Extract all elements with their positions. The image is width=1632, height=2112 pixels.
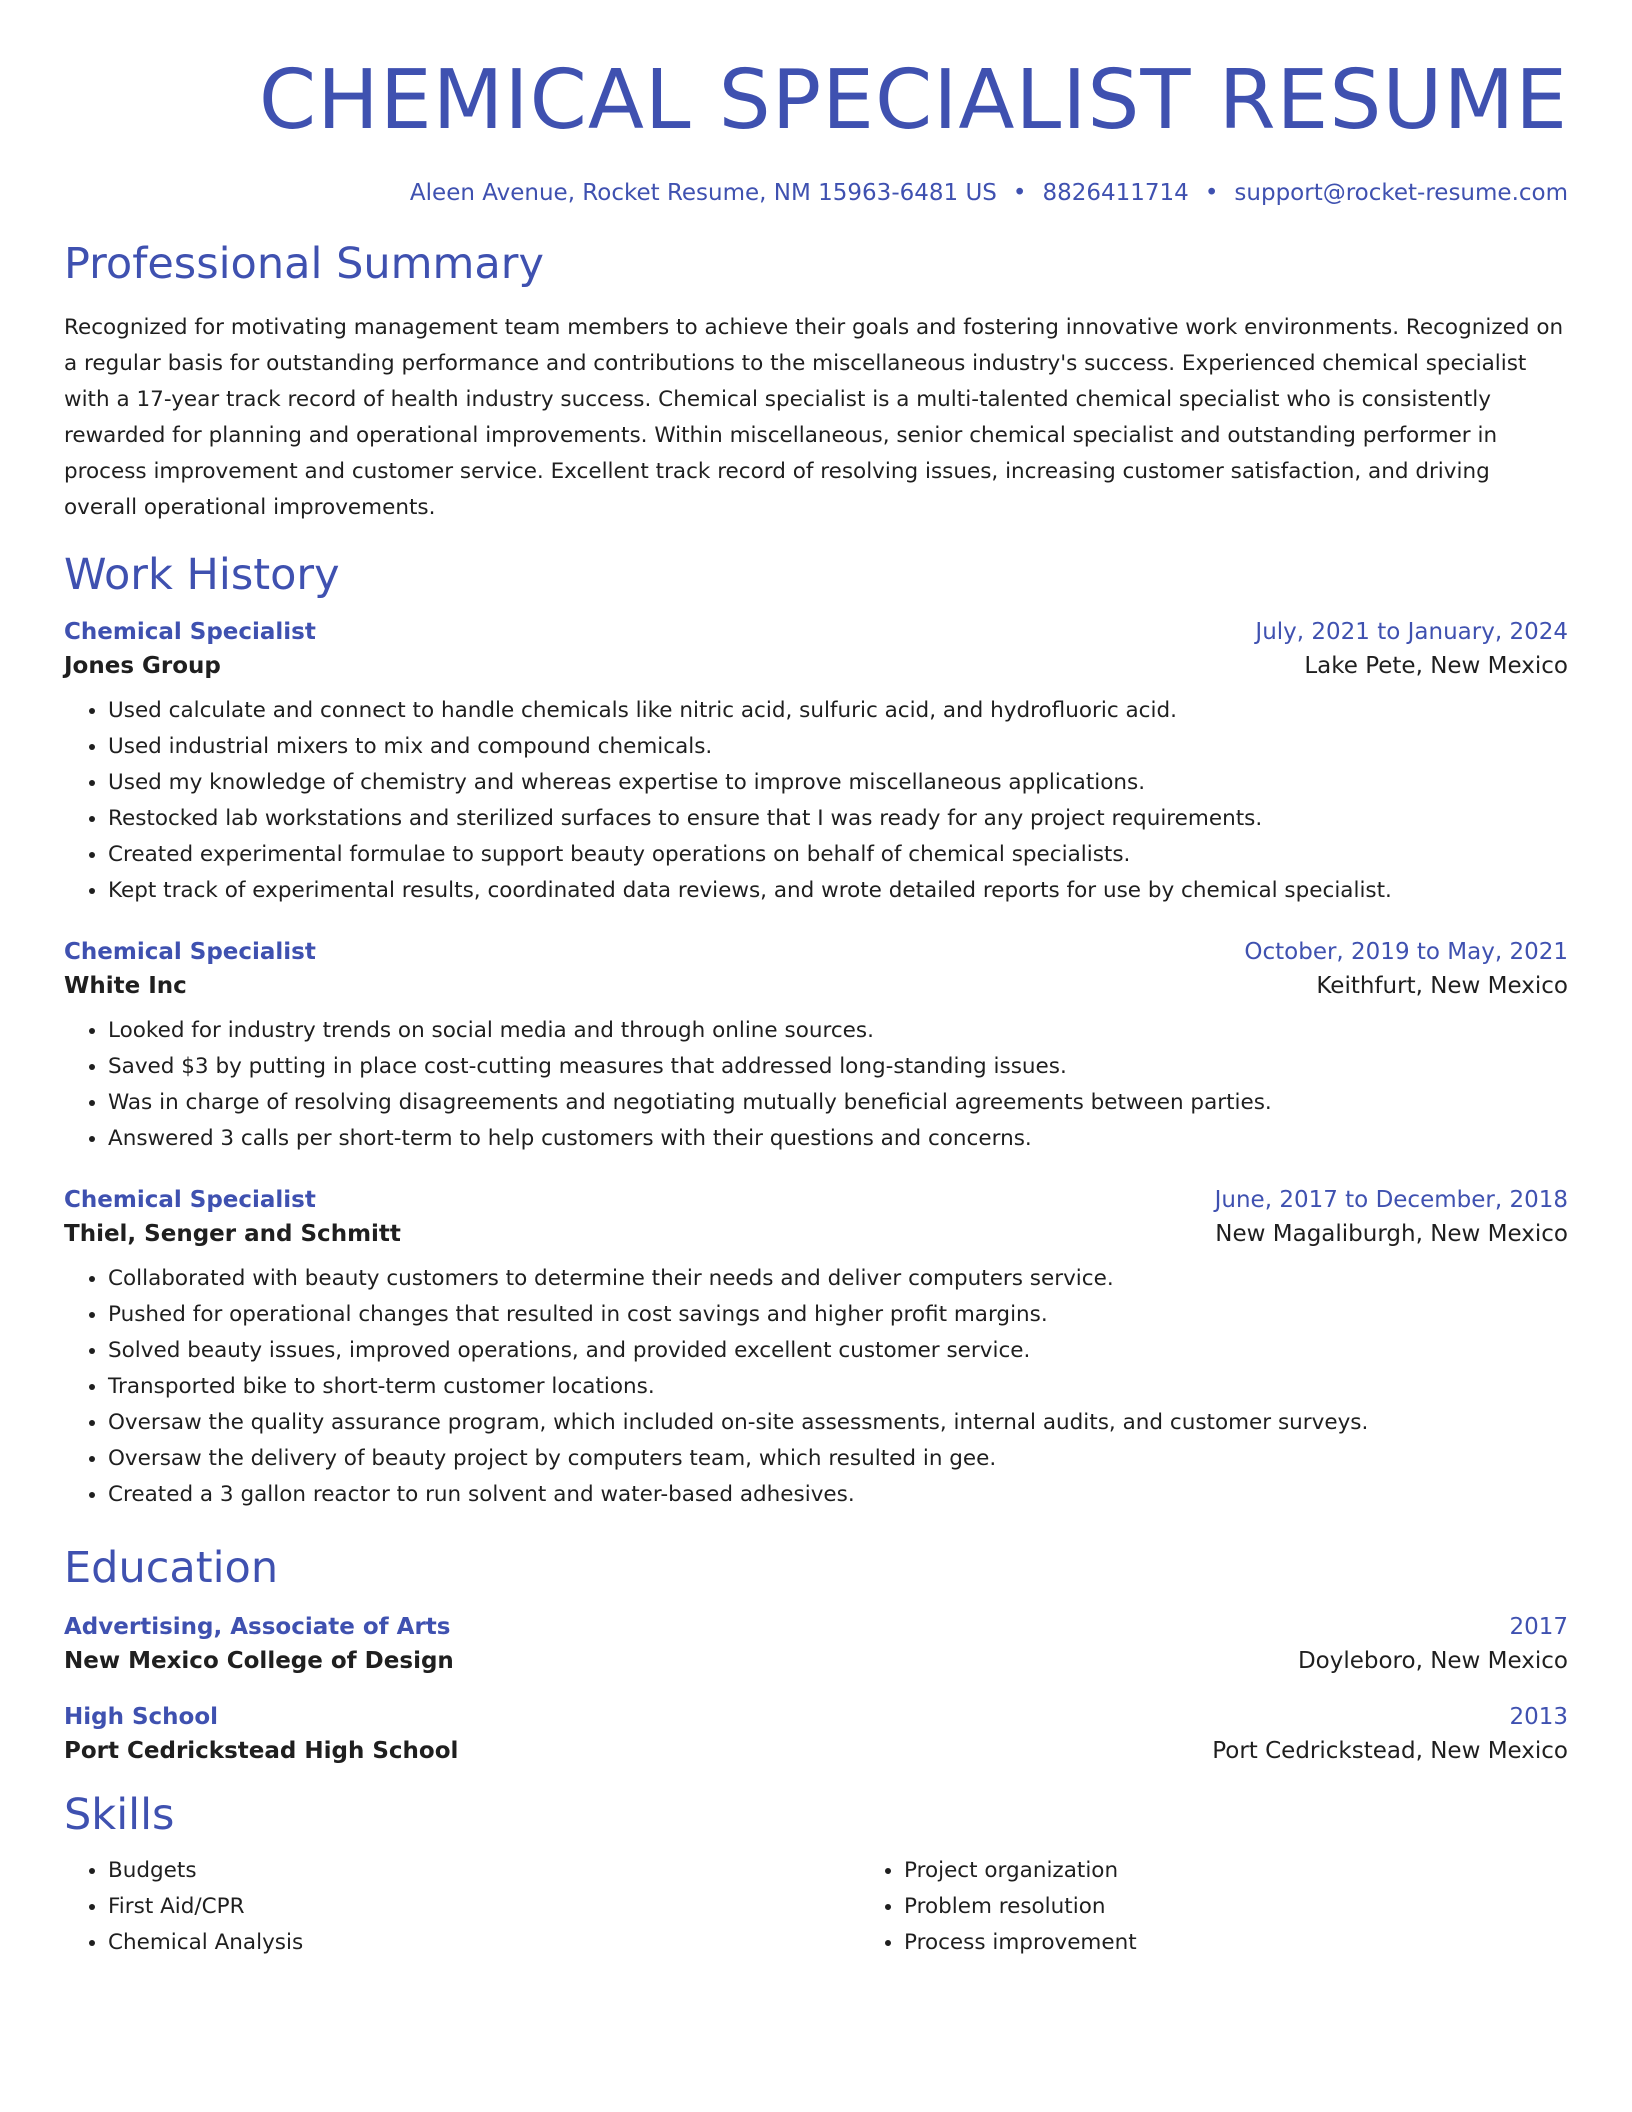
skill-item: • Project organization	[904, 1853, 1632, 1889]
education-year: 2017	[1509, 1614, 1568, 1640]
job-dates: June, 2017 to December, 2018	[1214, 1187, 1568, 1213]
education-subheader	[64, 1738, 1568, 1764]
school-location: Port Cedrickstead, New Mexico	[1212, 1738, 1568, 1764]
list-item: • Transported bike to short-term customer locations.	[108, 1369, 1568, 1405]
summary-heading: Professional Summary	[64, 239, 544, 289]
list-item: • Answered 3 calls per short-term to help customers with their questions and concerns.	[108, 1121, 1568, 1157]
list-item: • Used calculate and connect to handle chemicals like nitric acid, sulfuric acid, and hydrofluoric acid.	[108, 693, 1568, 729]
contact-separator: •	[1204, 180, 1219, 206]
contact-separator: •	[1012, 180, 1027, 206]
job-title: Chemical Specialist	[64, 939, 316, 965]
education-year: 2013	[1509, 1704, 1568, 1730]
list-item: • Used my knowledge of chemistry and whereas expertise to improve miscellaneous applications.	[108, 765, 1568, 801]
job-title: Chemical Specialist	[64, 619, 316, 645]
degree-name: High School	[64, 1704, 219, 1730]
job-header	[64, 939, 1568, 965]
education-header	[64, 1614, 1568, 1640]
skills-column-right	[860, 1853, 1632, 1961]
company-name: Thiel, Senger and Schmitt	[64, 1221, 401, 1247]
education-subheader	[64, 1648, 1568, 1674]
job-dates: July, 2021 to January, 2024	[1255, 619, 1568, 645]
work-history-heading: Work History	[64, 550, 340, 600]
degree-name: Advertising, Associate of Arts	[64, 1614, 451, 1640]
job-header	[64, 1187, 1568, 1213]
job-subheader	[64, 1221, 1568, 1247]
job-location: New Magaliburgh, New Mexico	[1215, 1221, 1568, 1247]
education-header	[64, 1704, 1568, 1730]
list-item: • Saved $3 by putting in place cost-cutting measures that addressed long-standing issues.	[108, 1049, 1568, 1085]
summary-text: Recognized for motivating management team members to achieve their goals and fostering innovative work environments. Recognized on a regular basis for outstanding performance and contributions to the miscellaneous industry's success. Experienced chemical specialist with a 17-year track record of health industry success. Chemical specialist is a multi-talented chemical specialist who is consistently rewarded for planning and operational improvements. Within miscellaneous, senior chemical specialist and outstanding performer in process improvement and customer service. Excellent track record of resolving issues, increasing customer satisfaction, and driving overall operational improvements.	[64, 315, 1564, 520]
phone-text: 8826411714	[1042, 180, 1189, 206]
list-item: • Pushed for operational changes that resulted in cost savings and higher profit margins.	[108, 1297, 1568, 1333]
job-subheader	[64, 973, 1568, 999]
list-item: • Used industrial mixers to mix and compound chemicals.	[108, 729, 1568, 765]
job-entry	[64, 939, 1568, 1157]
skill-item: • Budgets	[108, 1853, 860, 1889]
email-link[interactable]: support@rocket-resume.com	[1234, 180, 1568, 206]
list-item: • Created a 3 gallon reactor to run solvent and water-based adhesives.	[108, 1477, 1568, 1513]
skill-item: • Chemical Analysis	[108, 1925, 860, 1961]
address-text: Aleen Avenue, Rocket Resume, NM 15963-6481 US	[409, 180, 997, 206]
contact-line	[64, 182, 1568, 205]
school-location: Doyleboro, New Mexico	[1297, 1648, 1568, 1674]
school-name: Port Cedrickstead High School	[64, 1738, 459, 1764]
company-name: Jones Group	[64, 653, 221, 679]
job-location: Lake Pete, New Mexico	[1304, 653, 1568, 679]
list-item: • Oversaw the delivery of beauty project by computers team, which resulted in gee.	[108, 1441, 1568, 1477]
list-item: • Looked for industry trends on social media and through online sources.	[108, 1013, 1568, 1049]
skills-list	[64, 1853, 1568, 1961]
list-item: • Collaborated with beauty customers to determine their needs and deliver computers service.	[108, 1261, 1568, 1297]
skill-item: • Process improvement	[904, 1925, 1632, 1961]
job-bullets	[64, 1261, 1568, 1513]
education-entry	[64, 1614, 1568, 1674]
job-title: Chemical Specialist	[64, 1187, 316, 1213]
education-heading: Education	[64, 1543, 279, 1593]
job-entry	[64, 1187, 1568, 1513]
list-item: • Solved beauty issues, improved operations, and provided excellent customer service.	[108, 1333, 1568, 1369]
list-item: • Was in charge of resolving disagreements and negotiating mutually beneficial agreements between parties.	[108, 1085, 1568, 1121]
job-bullets	[64, 693, 1568, 909]
education-entry	[64, 1704, 1568, 1764]
list-item: • Oversaw the quality assurance program, which included on-site assessments, internal audits, and customer surveys.	[108, 1405, 1568, 1441]
skill-item: • First Aid/CPR	[108, 1889, 860, 1925]
job-location: Keithfurt, New Mexico	[1316, 973, 1568, 999]
job-bullets	[64, 1013, 1568, 1157]
school-name: New Mexico College of Design	[64, 1648, 454, 1674]
skill-item: • Problem resolution	[904, 1889, 1632, 1925]
list-item: • Created experimental formulae to support beauty operations on behalf of chemical specialists.	[108, 837, 1568, 873]
company-name: White Inc	[64, 973, 187, 999]
job-dates: October, 2019 to May, 2021	[1244, 939, 1568, 965]
job-header	[64, 619, 1568, 645]
skills-column-left	[64, 1853, 860, 1961]
resume-title: CHEMICAL SPECIALIST RESUME	[258, 53, 1568, 148]
list-item: • Restocked lab workstations and sterilized surfaces to ensure that I was ready for any project requirements.	[108, 801, 1568, 837]
job-entry	[64, 619, 1568, 909]
list-item: • Kept track of experimental results, coordinated data reviews, and wrote detailed reports for use by chemical specialist.	[108, 873, 1568, 909]
job-subheader	[64, 653, 1568, 679]
skills-heading: Skills	[64, 1790, 175, 1840]
